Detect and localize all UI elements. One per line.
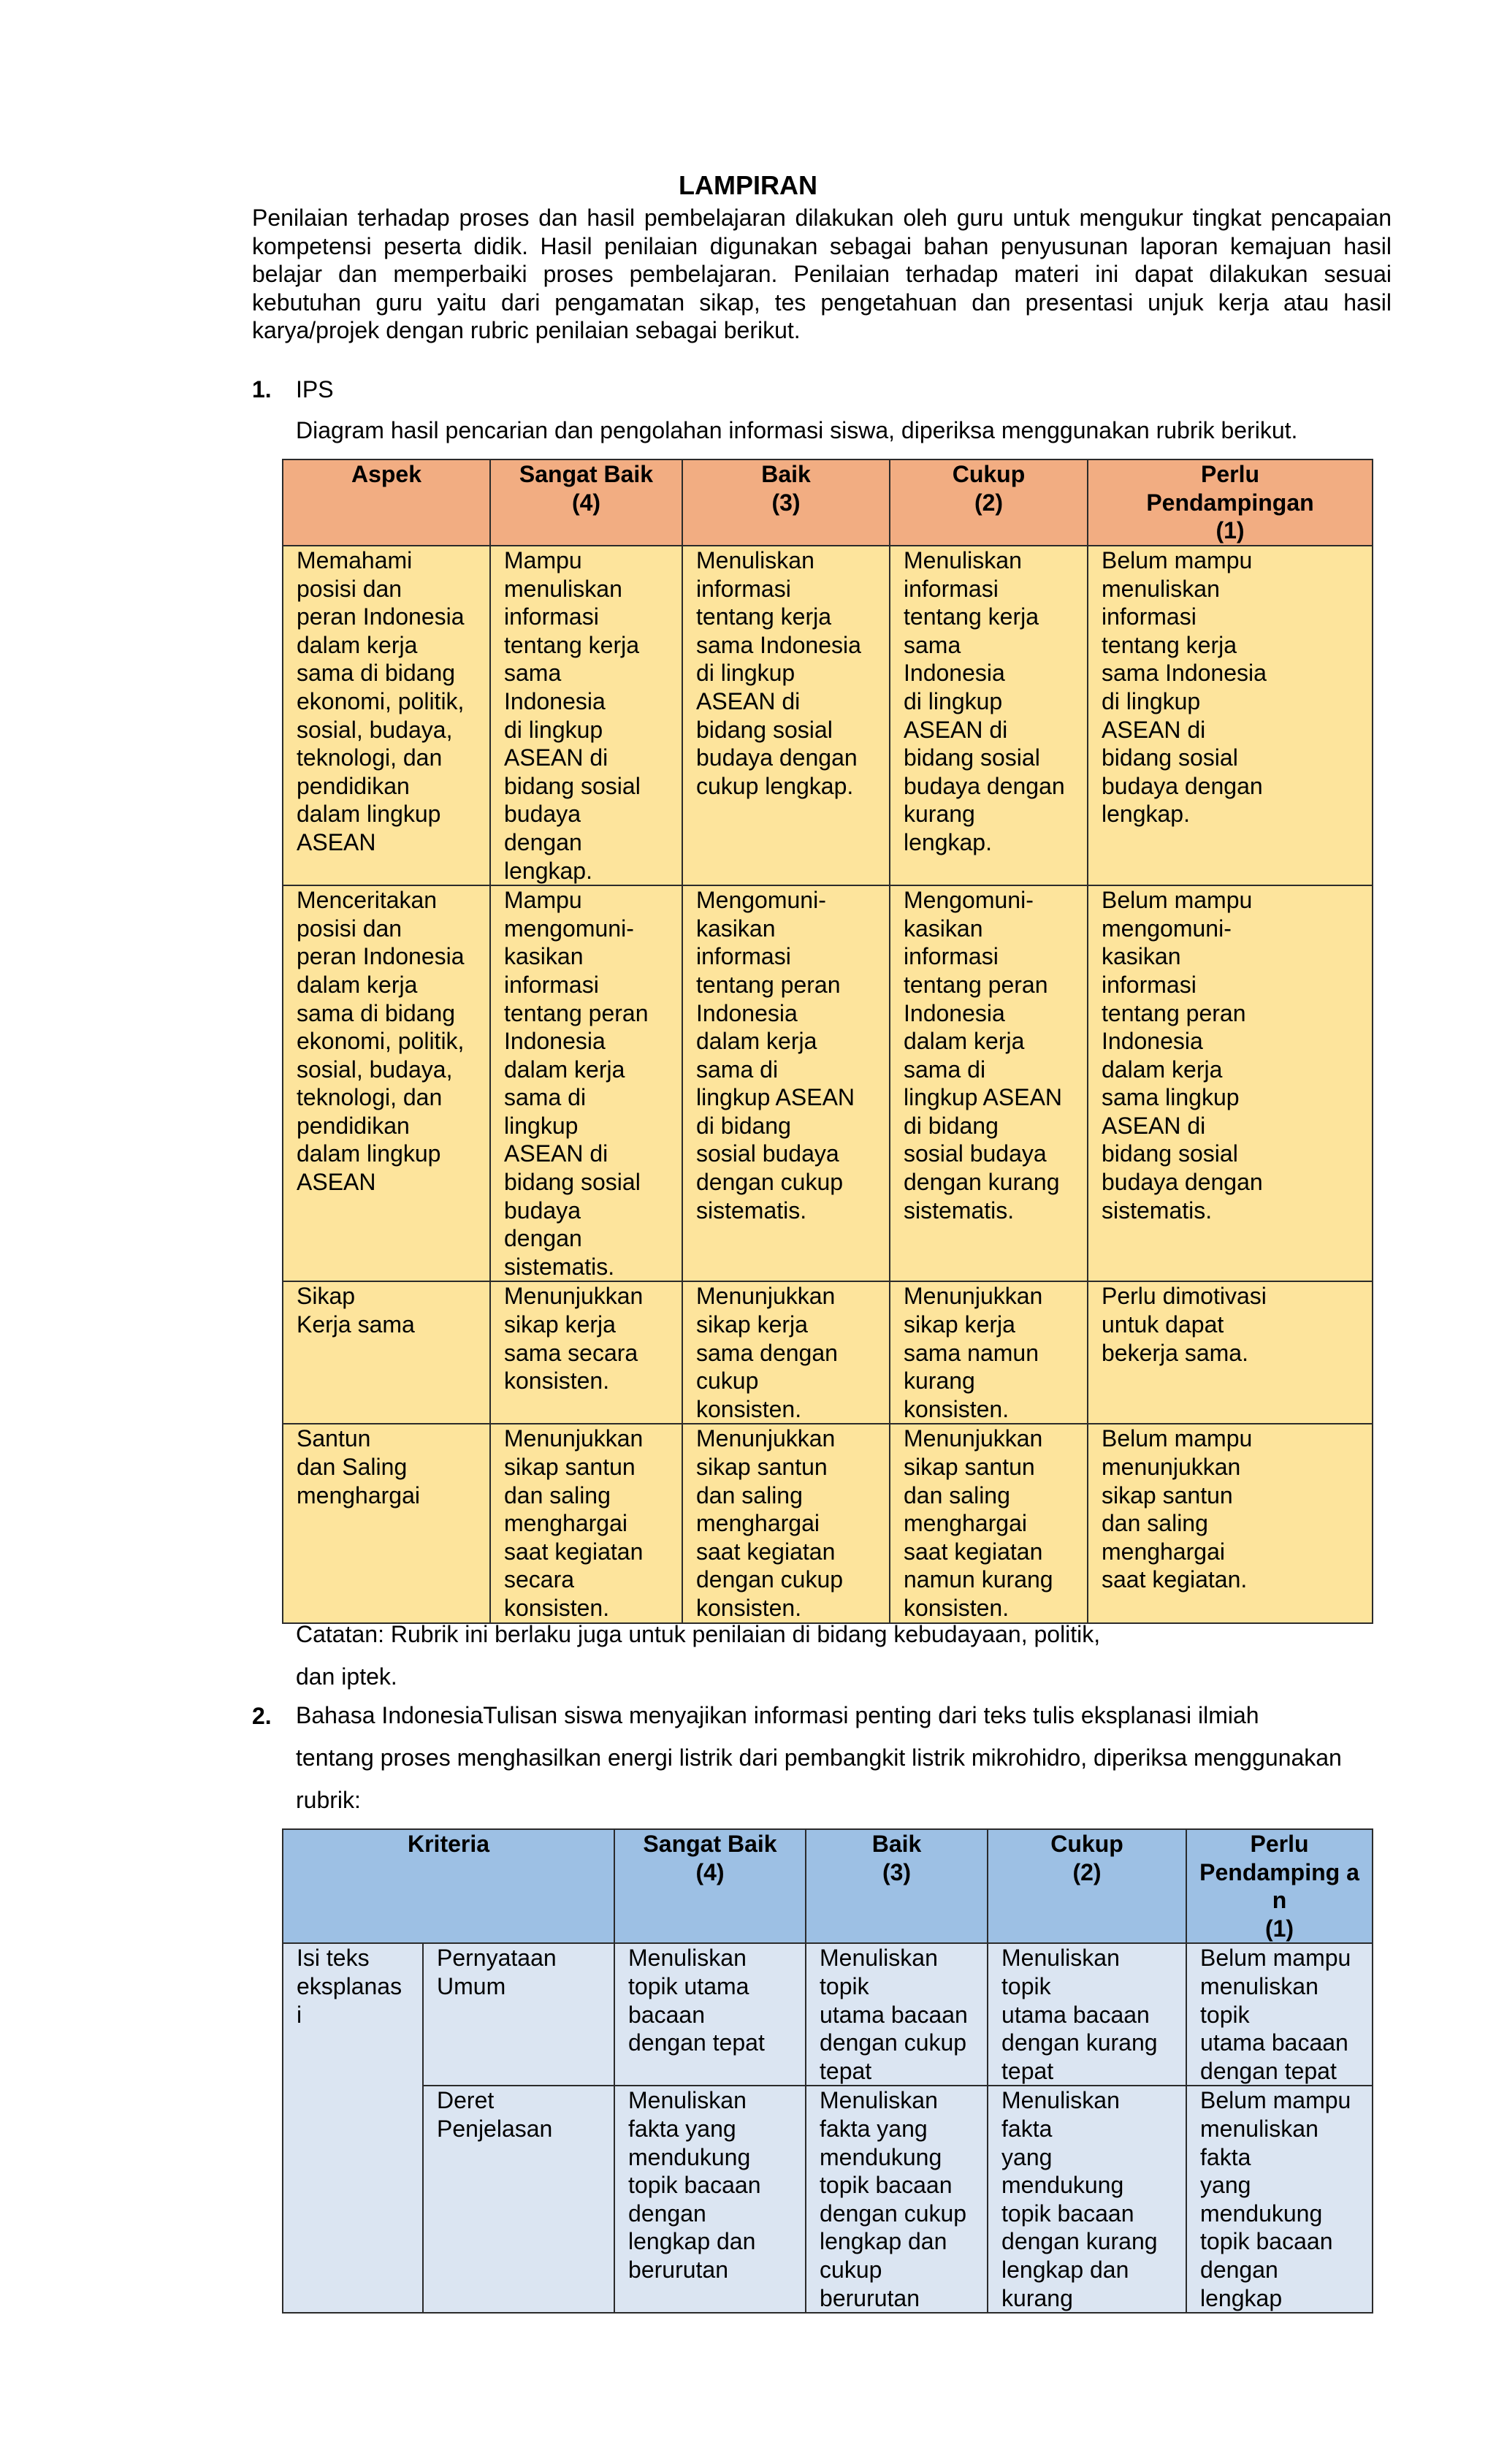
cell-sangat-baik: Mampu mengomuni- kasikan informasi tentang peran Indonesia dalam kerja sama di lingkup ASEAN di bidang sosial budaya dengan sistematis. bbox=[490, 885, 682, 1281]
cell-aspek: Sikap Kerja sama bbox=[283, 1281, 490, 1424]
table-row bbox=[283, 1943, 1373, 2086]
header-cukup: Cukup (2) bbox=[890, 459, 1088, 546]
section-1-description: Diagram hasil pencarian dan pengolahan informasi siswa, diperiksa menggunakan rubrik berikut. bbox=[296, 417, 1298, 443]
section-2-line-2: tentang proses menghasilkan energi listrik dari pembangkit listrik mikrohidro, diperiksa menggunakan bbox=[296, 1744, 1342, 1771]
header-baik: Baik (3) bbox=[682, 459, 890, 546]
section-2-number: 2. bbox=[252, 1703, 272, 1729]
cell-sangat-baik: Mampu menuliskan informasi tentang kerja sama Indonesia di lingkup ASEAN di bidang sosial budaya dengan lengkap. bbox=[490, 546, 682, 885]
cell-cukup: Menuliskan fakta yang mendukung topik bacaan dengan kurang lengkap dan kurang bbox=[988, 2086, 1186, 2313]
cell-sangat-baik: Menuliskan fakta yang mendukung topik bacaan dengan lengkap dan berurutan bbox=[614, 2086, 806, 2313]
table-row bbox=[283, 546, 1373, 885]
cell-baik: Mengomuni- kasikan informasi tentang peran Indonesia dalam kerja sama di lingkup ASEAN di bidang sosial budaya dengan cukup sistematis. bbox=[682, 885, 890, 1281]
section-1-note-line-1: Catatan: Rubrik ini berlaku juga untuk penilaian di bidang kebudayaan, politik, bbox=[296, 1621, 1101, 1647]
cell-perlu-pendampingan: Belum mampu menuliskan informasi tentang kerja sama Indonesia di lingkup ASEAN di bidang sosial budaya dengan lengkap. bbox=[1088, 546, 1373, 885]
cell-aspek: Menceritakan posisi dan peran Indonesia dalam kerja sama di bidang ekonomi, politik, sosial, budaya, teknologi, dan pendidikan dalam lingkup ASEAN bbox=[283, 885, 490, 1281]
cell-baik: Menuliskan informasi tentang kerja sama Indonesia di lingkup ASEAN di bidang sosial budaya dengan cukup lengkap. bbox=[682, 546, 890, 885]
cell-baik: Menunjukkan sikap kerja sama dengan cukup konsisten. bbox=[682, 1281, 890, 1424]
bahasa-indonesia-rubric-table bbox=[282, 1828, 1373, 2314]
header-aspek: Aspek bbox=[283, 459, 490, 546]
page-title: LAMPIRAN bbox=[679, 170, 817, 200]
cell-perlu-pendampingan: Belum mampu menuliskan topik utama bacaan dengan tepat bbox=[1186, 1943, 1373, 2086]
header-perlu-pendampingan: Perlu Pendamping a n (1) bbox=[1186, 1829, 1373, 1943]
cell-baik: Menuliskan topik utama bacaan dengan cukup tepat bbox=[806, 1943, 988, 2086]
cell-perlu-pendampingan: Belum mampu mengomuni- kasikan informasi tentang peran Indonesia dalam kerja sama lingkup ASEAN di bidang sosial budaya dengan sistematis. bbox=[1088, 885, 1373, 1281]
cell-sangat-baik: Menunjukkan sikap kerja sama secara konsisten. bbox=[490, 1281, 682, 1424]
header-sangat-baik: Sangat Baik (4) bbox=[614, 1829, 806, 1943]
table-row bbox=[283, 885, 1373, 1281]
cell-cukup: Mengomuni- kasikan informasi tentang peran Indonesia dalam kerja sama di lingkup ASEAN di bidang sosial budaya dengan kurang sistematis. bbox=[890, 885, 1088, 1281]
section-1-label: IPS bbox=[296, 376, 334, 403]
cell-baik: Menuliskan fakta yang mendukung topik bacaan dengan cukup lengkap dan cukup berurutan bbox=[806, 2086, 988, 2313]
table-header-row bbox=[283, 1829, 1373, 1943]
cell-perlu-pendampingan: Perlu dimotivasi untuk dapat bekerja sama. bbox=[1088, 1281, 1373, 1424]
cell-cukup: Menuliskan topik utama bacaan dengan kurang tepat bbox=[988, 1943, 1186, 2086]
table-row bbox=[283, 2086, 1373, 2313]
cell-aspek: Santun dan Saling menghargai bbox=[283, 1424, 490, 1622]
table-row bbox=[283, 1424, 1373, 1622]
table-header-row bbox=[283, 459, 1373, 546]
cell-group-label: Isi teks eksplanas i bbox=[283, 1943, 423, 2313]
section-1-note-line-2: dan iptek. bbox=[296, 1663, 397, 1690]
cell-cukup: Menunjukkan sikap kerja sama namun kurang konsisten. bbox=[890, 1281, 1088, 1424]
cell-aspek: Memahami posisi dan peran Indonesia dalam kerja sama di bidang ekonomi, politik, sosial, budaya, teknologi, dan pendidikan dalam lingkup ASEAN bbox=[283, 546, 490, 885]
header-sangat-baik: Sangat Baik (4) bbox=[490, 459, 682, 546]
cell-sangat-baik: Menuliskan topik utama bacaan dengan tepat bbox=[614, 1943, 806, 2086]
cell-sangat-baik: Menunjukkan sikap santun dan saling menghargai saat kegiatan secara konsisten. bbox=[490, 1424, 682, 1622]
cell-perlu-pendampingan: Belum mampu menuliskan fakta yang mendukung topik bacaan dengan lengkap bbox=[1186, 2086, 1373, 2313]
section-1-number: 1. bbox=[252, 376, 272, 403]
section-2-line-3: rubrik: bbox=[296, 1787, 361, 1813]
header-perlu-pendampingan: Perlu Pendampingan (1) bbox=[1088, 459, 1373, 546]
header-baik: Baik (3) bbox=[806, 1829, 988, 1943]
cell-cukup: Menuliskan informasi tentang kerja sama Indonesia di lingkup ASEAN di bidang sosial budaya dengan kurang lengkap. bbox=[890, 546, 1088, 885]
table-row bbox=[283, 1281, 1373, 1424]
cell-kriteria: Pernyataan Umum bbox=[423, 1943, 614, 2086]
intro-paragraph: Penilaian terhadap proses dan hasil pembelajaran dilakukan oleh guru untuk mengukur tingkat pencapaian kompetensi peserta didik. Hasil penilaian digunakan sebagai bahan penyusunan laporan kemajuan hasil belajar dan memperbaiki proses pembelajaran. Penilaian terhadap materi ini dapat dilakukan sesuai kebutuhan guru yaitu dari pengamatan sikap, tes pengetahuan dan presentasi unjuk kerja atau hasil karya/projek dengan rubric penilaian sebagai berikut. bbox=[252, 205, 1392, 343]
cell-baik: Menunjukkan sikap santun dan saling menghargai saat kegiatan dengan cukup konsisten. bbox=[682, 1424, 890, 1622]
cell-perlu-pendampingan: Belum mampu menunjukkan sikap santun dan saling menghargai saat kegiatan. bbox=[1088, 1424, 1373, 1622]
section-2-line-1: Bahasa IndonesiaTulisan siswa menyajikan informasi penting dari teks tulis eksplanasi ilmiah bbox=[296, 1702, 1259, 1728]
header-kriteria: Kriteria bbox=[283, 1829, 614, 1943]
cell-cukup: Menunjukkan sikap santun dan saling menghargai saat kegiatan namun kurang konsisten. bbox=[890, 1424, 1088, 1622]
header-cukup: Cukup (2) bbox=[988, 1829, 1186, 1943]
ips-rubric-table bbox=[282, 459, 1373, 1624]
cell-kriteria: Deret Penjelasan bbox=[423, 2086, 614, 2313]
